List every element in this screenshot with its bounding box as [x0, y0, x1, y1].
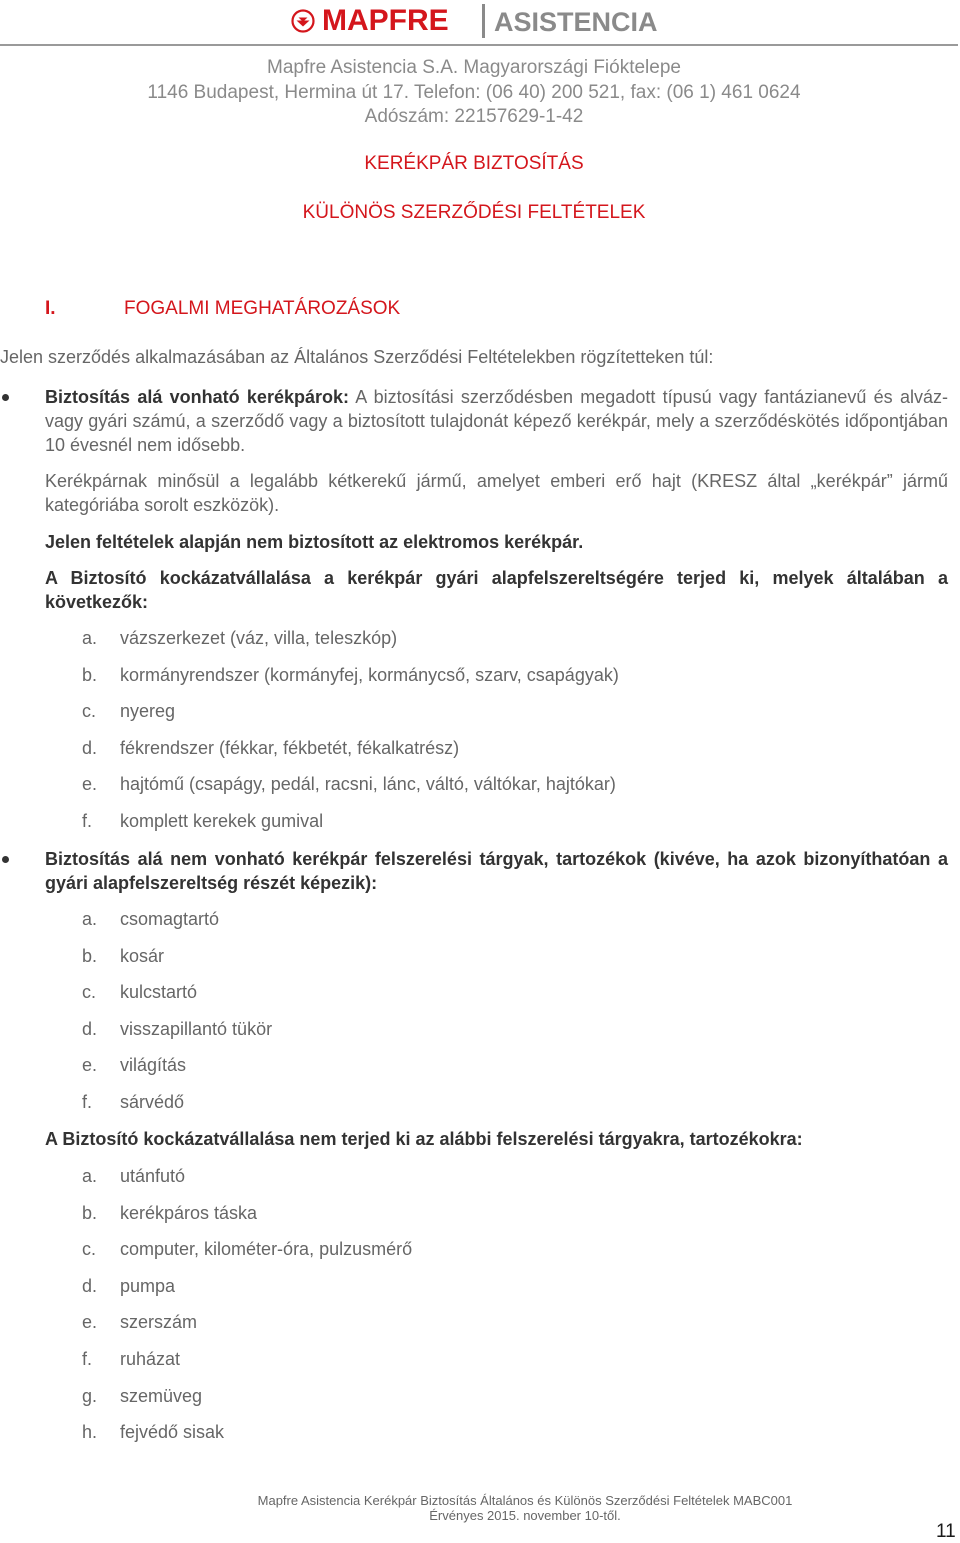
bullet1-para2: Kerékpárnak minősül a legalább kétkerekű jármű, amelyet emberi erő hajt (KRESZ által „kerékpár” jármű kategóriába sorolt eszközök).: [45, 471, 948, 515]
bullet1-text: A biztosítási szerződésben megadott típusú vagy fantázianevű és alváz- vagy gyári számú, a szerződő vagy a biztosított tulajdonát képező kerékpár, mely a szerződéskötés időpontjában 10 évesnél nem idősebb.: [45, 387, 948, 455]
bullet2-paragraph: Biztosítás alá nem vonható kerékpár felszerelési tárgyak, tartozékok (kivéve, ha azok bizonyíthatóan a gyári alapfelszereltség részét képezik):: [45, 849, 948, 893]
list-item: d. fékrendszer (fékkar, fékbetét, fékalkatrész): [82, 737, 460, 758]
bullet1-paragraph: [45, 385, 948, 457]
bullet1-lead: Biztosítás alá vonható kerékpárok:: [45, 387, 349, 407]
bullet-dot: [2, 394, 9, 401]
tax-number-line: Adószám: 22157629-1-42: [364, 106, 584, 127]
logo-separator: [482, 4, 485, 38]
section-title: FOGALMI MEGHATÁROZÁSOK: [124, 298, 401, 319]
list-item: f. sárvédő: [82, 1091, 185, 1112]
excluded-accessories-list: [82, 907, 272, 1127]
section-intro: Jelen szerződés alkalmazásában az Általános Szerződési Feltételekben rögzítetteken túl:: [0, 347, 714, 367]
list-item: c. nyereg: [82, 701, 176, 722]
section-number: I.: [45, 298, 56, 319]
list-item: g. szemüveg: [82, 1385, 203, 1406]
bullet1-para4: A Biztosító kockázatvállalása a kerékpár gyári alapfelszereltségére terjed ki, melyek általában a következők:: [45, 568, 948, 612]
list-item: d. visszapillantó tükör: [82, 1018, 273, 1039]
list-item: e. hajtómű (csapágy, pedál, racsni, lánc, váltó, váltókar, hajtókar): [82, 774, 616, 795]
list-item: f. komplett kerekek gumival: [82, 810, 324, 831]
list-item: d. pumpa: [82, 1275, 176, 1296]
list-item: e. világítás: [82, 1055, 187, 1076]
footer-line-2: Érvényes 2015. november 10-től.: [429, 1508, 621, 1523]
list-item: b. kosár: [82, 945, 165, 966]
company-line: Mapfre Asistencia S.A. Magyarországi Fióktelepe: [267, 57, 681, 78]
list-item: f. ruházat: [82, 1348, 181, 1369]
list-item: h. fejvédő sisak: [82, 1422, 225, 1443]
footer-line-1: Mapfre Asistencia Kerékpár Biztosítás Általános és Különös Szerződési Feltételek MABC001: [257, 1493, 793, 1508]
list-item: b. kerékpáros táska: [82, 1202, 258, 1223]
list-item: c. kulcstartó: [82, 982, 198, 1003]
mapfre-emblem-icon: [291, 9, 315, 33]
basic-equipment-list: [82, 626, 619, 846]
document-subtitle: KÜLÖNÖS SZERZŐDÉSI FELTÉTELEK: [302, 202, 646, 223]
list-item: c. computer, kilométer-óra, pulzusmérő: [82, 1239, 413, 1260]
page-number: 11: [936, 1521, 956, 1542]
bullet1-para3: Jelen feltételek alapján nem biztosított az elektromos kerékpár.: [45, 532, 584, 552]
list-item: a. utánfutó: [82, 1166, 186, 1186]
list-item: b. kormányrendszer (kormányfej, kormánycső, szarv, csapágyak): [82, 664, 619, 685]
bullet2-para2: A Biztosító kockázatvállalása nem terjed ki az alábbi felszerelési tárgyakra, tartozékokra:: [45, 1129, 803, 1149]
address-line: 1146 Budapest, Hermina út 17. Telefon: (06 40) 200 521, fax: (06 1) 461 0624: [147, 82, 801, 103]
not-covered-accessories-list: [82, 1164, 412, 1457]
logo-subtitle: ASISTENCIA: [494, 7, 658, 37]
list-item: e. szerszám: [82, 1312, 198, 1333]
list-item: a. csomagtartó: [82, 909, 220, 929]
header-rule: [0, 44, 958, 46]
list-item: a. vázszerkezet (váz, villa, teleszkóp): [82, 628, 398, 648]
document-title: KERÉKPÁR BIZTOSÍTÁS: [364, 153, 584, 174]
bullet-dot: [2, 856, 9, 863]
logo-brand: MAPFRE: [322, 4, 449, 37]
header-logo: [0, 0, 960, 44]
